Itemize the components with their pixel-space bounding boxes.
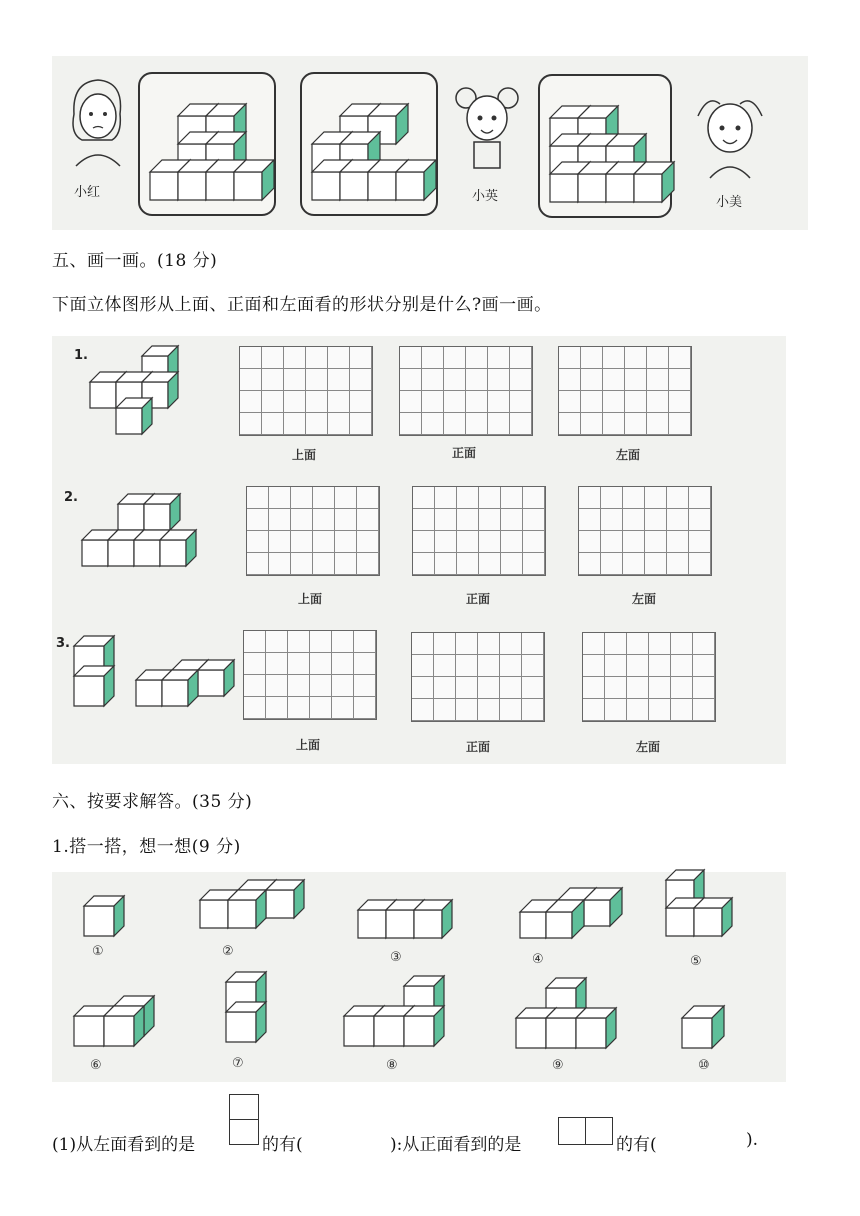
figure-number: ⑩ — [698, 1058, 710, 1073]
cube-figure — [308, 80, 432, 204]
question-text: 的有( — [616, 1135, 657, 1155]
front-view-shape — [558, 1117, 586, 1145]
cube-face — [74, 1016, 104, 1046]
character-xiaohong-icon — [62, 74, 132, 174]
cube-figure — [512, 982, 612, 1052]
cube-figure — [86, 346, 196, 438]
drawing-grid-front[interactable] — [412, 486, 546, 576]
question-one-title: 1.搭一搭，想一想(9 分) — [52, 837, 241, 857]
cube-face — [358, 910, 386, 938]
cube-figure — [196, 886, 288, 938]
cube-face — [74, 676, 104, 706]
cube-face — [150, 172, 178, 200]
drawing-grid-top[interactable] — [239, 346, 373, 436]
cube-face — [396, 172, 424, 200]
cube-face — [160, 540, 186, 566]
left-view-shape — [229, 1094, 259, 1120]
figure-number: ① — [92, 944, 104, 959]
cube-face — [116, 408, 142, 434]
view-label: 左面 — [616, 448, 641, 462]
row-number: 1. — [74, 348, 88, 363]
cube-face — [344, 1016, 374, 1046]
character-name: 小美 — [716, 195, 743, 210]
cube-figure — [546, 82, 670, 206]
cube-face — [266, 890, 294, 918]
cube-figure — [70, 990, 150, 1050]
cube-face — [550, 174, 578, 202]
cube-face — [198, 670, 224, 696]
cube-figure — [516, 882, 600, 946]
cube-face — [516, 1018, 546, 1048]
cube-face — [682, 1018, 712, 1048]
cube-face — [584, 900, 610, 926]
cube-face — [90, 382, 116, 408]
cube-face — [546, 1018, 576, 1048]
figure-number: ⑨ — [552, 1058, 564, 1073]
view-label: 上面 — [298, 592, 323, 606]
view-label: 正面 — [466, 592, 491, 606]
cube-face — [694, 908, 722, 936]
cube-face — [104, 1016, 134, 1046]
cube-figure — [354, 898, 454, 942]
cube-face — [178, 172, 206, 200]
cube-face — [82, 540, 108, 566]
row-number: 2. — [64, 490, 78, 505]
cube-face — [144, 504, 170, 530]
figure-number: ⑦ — [232, 1056, 244, 1071]
view-label: 正面 — [466, 740, 491, 754]
character-xiaoying-icon — [452, 80, 522, 180]
view-label: 上面 — [292, 448, 317, 462]
cube-face — [666, 908, 694, 936]
cube-face — [404, 1016, 434, 1046]
view-label: 正面 — [452, 446, 477, 460]
cube-face — [576, 1018, 606, 1048]
cube-figure — [70, 636, 120, 712]
view-label: 左面 — [632, 592, 657, 606]
cube-figure — [80, 894, 130, 938]
left-view-shape — [229, 1119, 259, 1145]
cube-figure — [146, 80, 270, 204]
drawing-grid-top[interactable] — [246, 486, 380, 576]
figure-number: ④ — [532, 952, 544, 967]
drawing-grid-front[interactable] — [411, 632, 545, 722]
cube-face — [634, 174, 662, 202]
cube-face — [84, 906, 114, 936]
view-label: 上面 — [296, 738, 321, 752]
cube-figure — [78, 486, 198, 570]
question-text: 的有( — [262, 1135, 303, 1155]
question-text: (1)从左面看到的是 — [52, 1135, 196, 1155]
cube-face — [414, 910, 442, 938]
cube-figure — [132, 656, 218, 712]
cube-face — [134, 540, 160, 566]
front-view-shape — [585, 1117, 613, 1145]
row-number: 3. — [56, 636, 70, 651]
figure-number: ② — [222, 944, 234, 959]
drawing-grid-left[interactable] — [558, 346, 692, 436]
cube-face — [136, 680, 162, 706]
drawing-grid-left[interactable] — [578, 486, 712, 576]
character-name: 小红 — [74, 185, 101, 200]
cube-face — [340, 172, 368, 200]
question-text: ). — [746, 1130, 759, 1150]
cube-face — [606, 174, 634, 202]
cube-figure — [340, 980, 444, 1052]
figure-number: ③ — [390, 950, 402, 965]
cube-face — [546, 912, 572, 938]
cube-face — [312, 172, 340, 200]
figure-number: ⑤ — [690, 954, 702, 969]
cube-face — [520, 912, 546, 938]
cube-face — [386, 910, 414, 938]
cube-figure — [222, 976, 270, 1050]
figure-number: ⑥ — [90, 1058, 102, 1073]
cube-face — [226, 1012, 256, 1042]
cube-figure — [662, 878, 734, 948]
drawing-grid-left[interactable] — [582, 632, 716, 722]
cube-face — [234, 172, 262, 200]
cube-figure — [676, 998, 728, 1052]
cube-face — [162, 680, 188, 706]
cube-face — [228, 900, 256, 928]
answer-blank[interactable] — [316, 1130, 388, 1152]
cube-face — [206, 172, 234, 200]
cube-face — [200, 900, 228, 928]
drawing-grid-front[interactable] — [399, 346, 533, 436]
character-xiaomei-icon — [694, 90, 766, 186]
section-five-instruction: 下面立体图形从上面、正面和左面看的形状分别是什么?画一画。 — [52, 295, 552, 315]
view-label: 左面 — [636, 740, 661, 754]
figure-number: ⑧ — [386, 1058, 398, 1073]
section-five-title: 五、画一画。(18 分) — [52, 251, 218, 271]
cube-face — [108, 540, 134, 566]
drawing-grid-top[interactable] — [243, 630, 377, 720]
cube-face — [368, 172, 396, 200]
section-six-title: 六、按要求解答。(35 分) — [52, 792, 253, 812]
answer-blank[interactable] — [672, 1130, 744, 1152]
question-text: ):从正面看到的是 — [390, 1135, 522, 1155]
cube-face — [374, 1016, 404, 1046]
character-name: 小英 — [472, 189, 499, 204]
cube-face — [578, 174, 606, 202]
cube-face — [118, 504, 144, 530]
